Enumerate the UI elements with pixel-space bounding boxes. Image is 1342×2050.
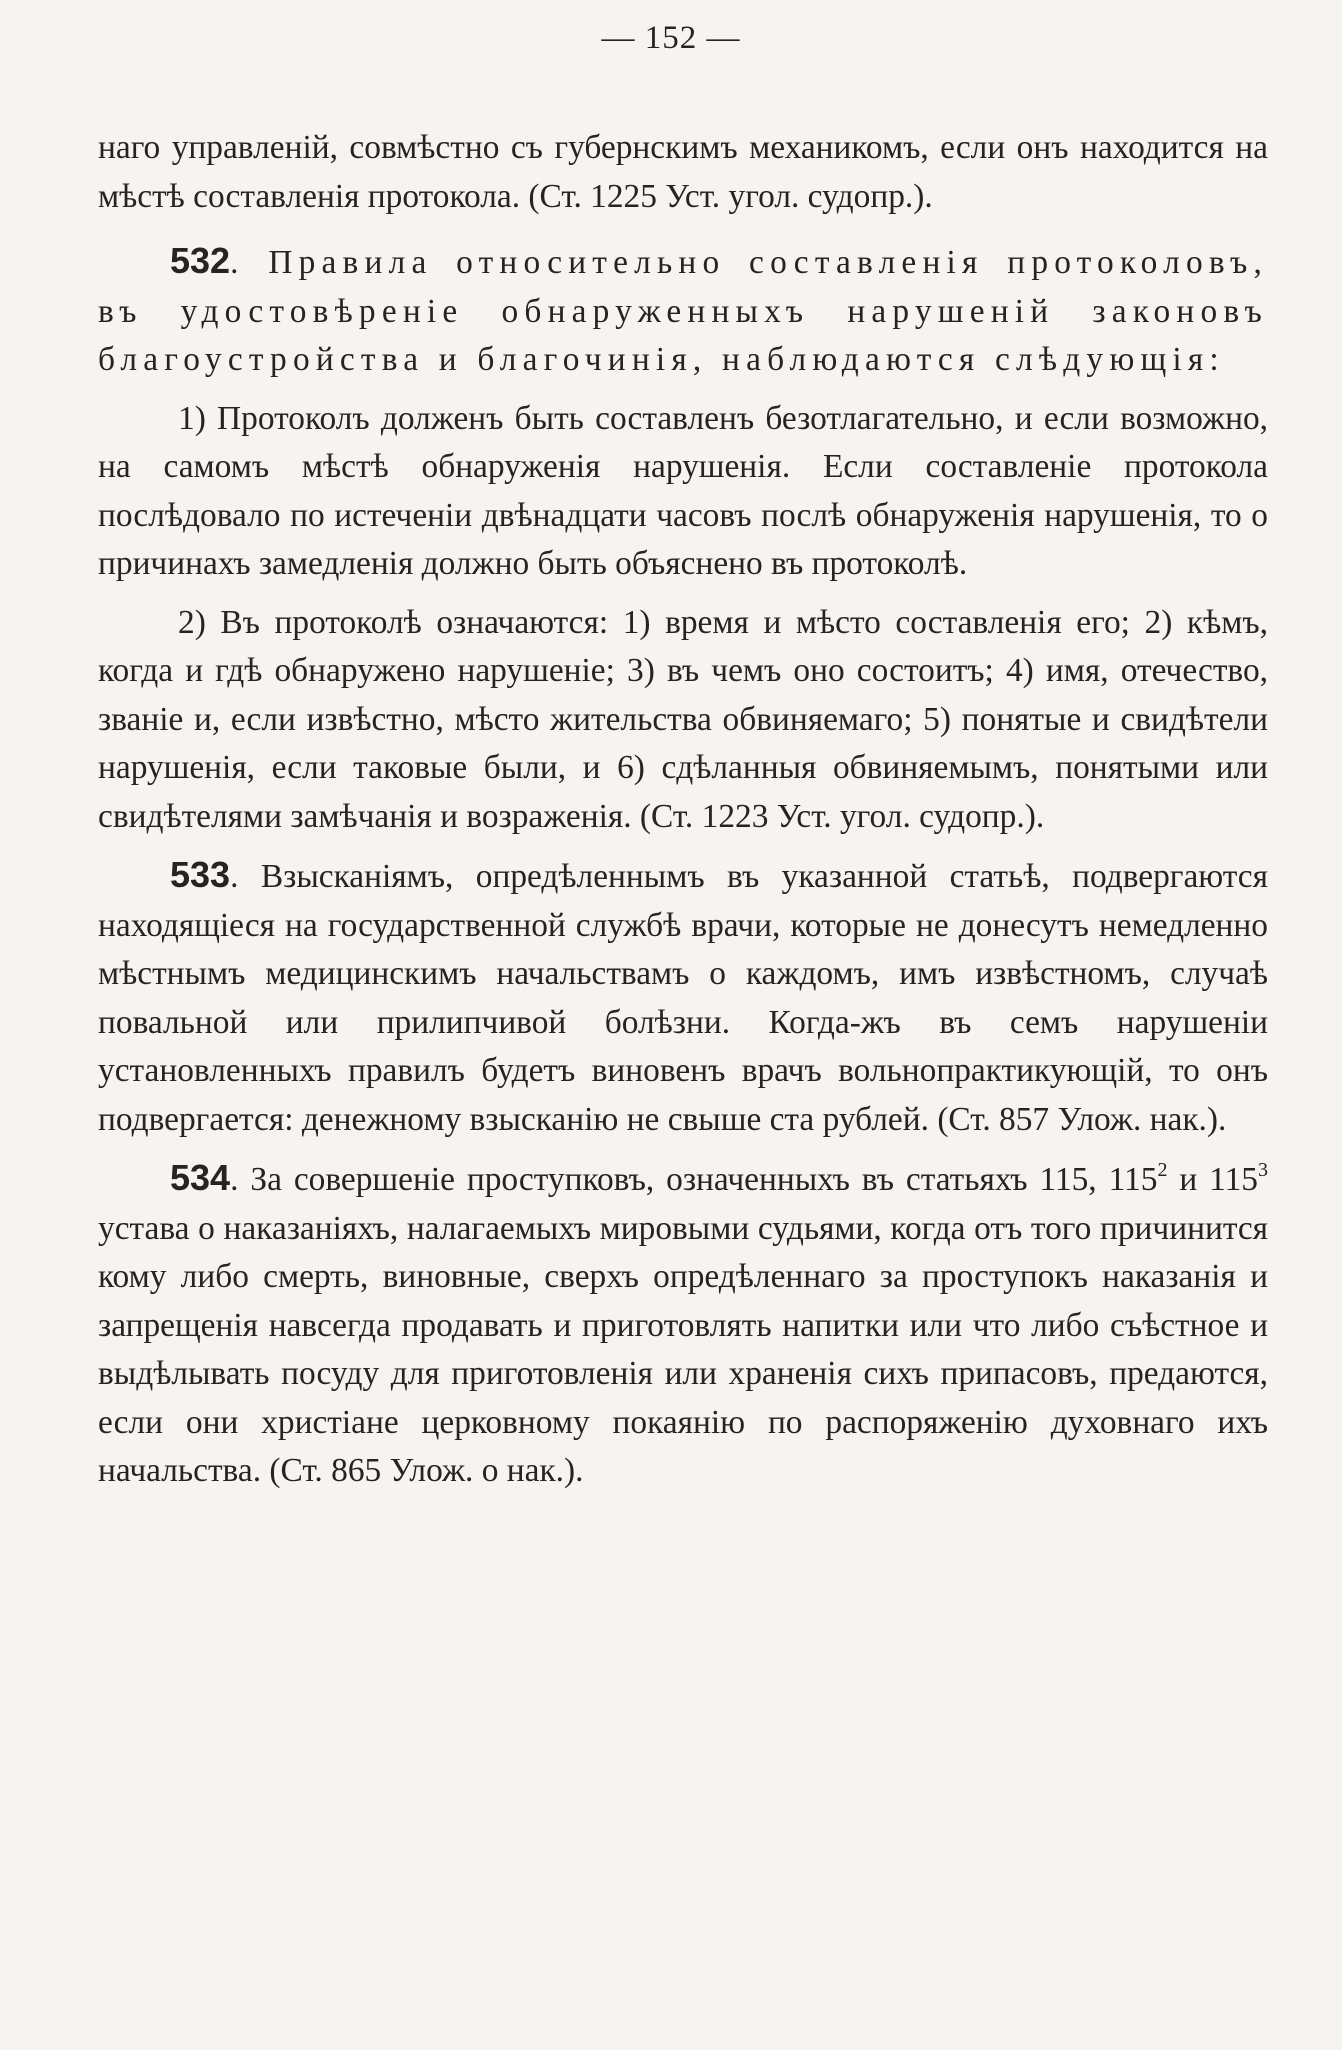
- article-532: [98, 237, 1268, 385]
- article-534: [98, 1154, 1268, 1496]
- paragraph-continuation: наго управленій, совмѣстно съ губернскимъ механикомъ, если онъ находится на мѣстѣ составленія протокола. (Ст. 1225 Уст. угол. судопр.).: [98, 129, 1268, 215]
- article-number: 534: [170, 1157, 231, 1198]
- article-533: [98, 851, 1268, 1144]
- page-number: — 152 —: [601, 20, 741, 56]
- article-text: устава о наказаніяхъ, налагаемыхъ мировыми судьями, когда отъ того причинится кому либо смерть, виновные, сверхъ опредѣленнаго за проступокъ наказанія и запрещенія навсегда продавать и приготовлять напитки или что либо съѣстное и выдѣлывать посуду для приготовленія или храненія сихъ припасовъ, предаются, если они христіане церковному покаянію по распоряженію духовнаго ихъ начальства. (Ст. 865 Улож. о нак.).: [98, 1209, 1268, 1489]
- article-number: 533: [170, 854, 231, 895]
- article-532-clause-2: 2) Въ протоколѣ означаются: 1) время и мѣсто составленія его; 2) кѣмъ, когда и гдѣ обнаружено нарушеніе; 3) въ чемъ оно состоитъ; 4) имя, отечество, званіе и, если извѣстно, мѣсто жительства обвиняемаго; 5) понятые и свидѣтели нарушенія, если таковые были, и 6) сдѣланныя обвиняемымъ, понятыми или свидѣтелями замѣчанія и возраженія. (Ст. 1223 Уст. угол. судопр.).: [98, 603, 1268, 835]
- article-text: и 115: [1167, 1161, 1258, 1198]
- article-text: . Правила относительно составленія протоколовъ, въ удостовѣреніе обнаруженныхъ нарушеній законовъ благоустройства и благочинія, наблюдаются слѣдующія:: [98, 244, 1268, 378]
- article-text: . Взысканіямъ, опредѣленнымъ въ указанной статьѣ, подвергаются находящіеся на государственной службѣ врачи, которые не донесутъ немедленно мѣстнымъ медицинскимъ начальствамъ о каждомъ, имъ извѣстномъ, случаѣ повальной или прилипчивой болѣзни. Когда-жъ въ семъ нарушеніи установленныхъ правилъ будетъ виновенъ врачъ вольнопрактикующій, то онъ подвергается: денежному взысканію не свыше ста рублей. (Ст. 857 Улож. нак.).: [98, 858, 1268, 1138]
- page-body: [98, 124, 1268, 1496]
- superscript: 2: [1157, 1159, 1168, 1181]
- article-text: . За совершеніе проступковъ, означенныхъ въ статьяхъ 115, 115: [230, 1161, 1158, 1198]
- article-532-clause-1: 1) Протоколъ долженъ быть составленъ безотлагательно, и если возможно, на самомъ мѣстѣ обнаруженія нарушенія. Если составленіе протокола послѣдовало по истеченіи двѣнадцати часовъ послѣ обнаруженія нарушенія, то о причинахъ замедленія должно быть объяснено въ протоколѣ.: [98, 399, 1268, 582]
- superscript: 3: [1258, 1159, 1268, 1181]
- article-number: 532: [170, 240, 231, 281]
